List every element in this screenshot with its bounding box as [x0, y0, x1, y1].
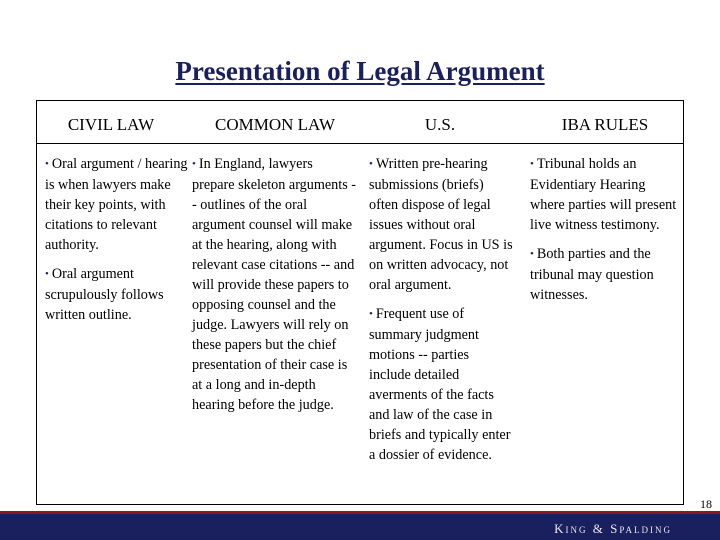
column-header-civil-law: CIVIL LAW: [67, 115, 155, 134]
page-number: 18: [700, 497, 712, 511]
column-civil-law: [45, 154, 190, 334]
bullet-icon: •: [530, 248, 534, 260]
footer-bar: [0, 511, 720, 540]
footer-accent-stripe: [0, 511, 720, 514]
slide-title: Presentation of Legal Argument: [175, 56, 545, 86]
bullet-icon: •: [192, 158, 196, 170]
bullet-icon: •: [45, 268, 49, 280]
bullet-icon: •: [369, 158, 373, 170]
column-iba-rules: [530, 154, 680, 314]
iba-rules-point: • Both parties and the tribunal may question witnesses.: [530, 246, 654, 303]
column-common-law: [192, 154, 358, 424]
iba-rules-point: • Tribunal holds an Evidentiary Hearing where parties will present live witness testimony.: [530, 156, 677, 233]
column-header-iba-rules: IBA RULES: [561, 115, 649, 134]
header-divider: [37, 143, 683, 144]
brand-logo: King & Spalding: [554, 521, 672, 536]
common-law-point: • In England, lawyers prepare skeleton arguments -- outlines of the oral argument counsel will make at the hearing, along with relevant case citations -- and will provide these papers to opposing counsel and the judge. Lawyers will rely on these papers but the chief presentation of their case is at a long and in-depth hearing before the judge.: [192, 156, 357, 413]
column-header-us: U.S.: [424, 115, 456, 134]
civil-law-point: • Oral argument scrupulously follows written outline.: [45, 266, 164, 323]
column-header-common-law: COMMON LAW: [215, 115, 335, 134]
us-point: • Written pre-hearing submissions (briefs) often dispose of legal issues without oral argument. Focus in US is on written advocacy, not oral argument.: [369, 156, 513, 293]
bullet-icon: •: [369, 308, 373, 320]
column-us: [369, 154, 514, 474]
bullet-icon: •: [45, 158, 49, 170]
civil-law-point: • Oral argument / hearing is when lawyers make their key points, with citations to relevant authority.: [45, 156, 188, 253]
us-point: • Frequent use of summary judgment motions -- parties include detailed averments of the facts and law of the case in briefs and typically enter a dossier of evidence.: [369, 306, 511, 463]
bullet-icon: •: [530, 158, 534, 170]
